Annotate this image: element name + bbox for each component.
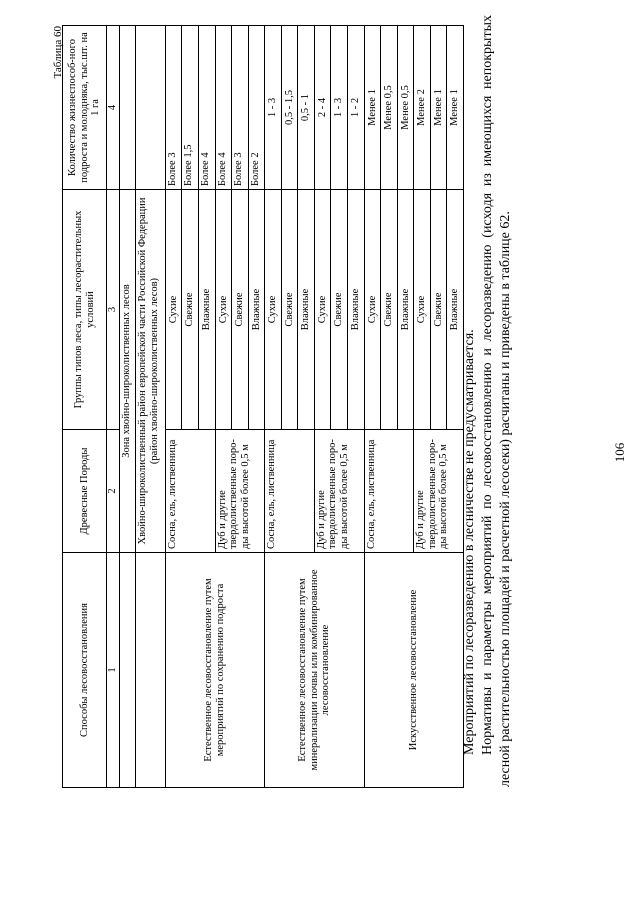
zone-label: Зона хвойно-широколиственных лесов: [119, 190, 136, 553]
table-row: [265, 26, 282, 788]
value-cell: Менее 1: [447, 26, 464, 190]
paragraph: Мероприятий по лесоразведению в лесничестве не предусматривается.: [462, 329, 477, 755]
species-cell: Дуб и другие твердолиственные поро-ды высотой более 0,5 м: [215, 430, 265, 553]
paragraph: Нормативы и параметры мероприятий по лесовосстановлению и лесоразведению (исходя из имеющихся непокрытых лесной растительностью площадей и расчетной лесосеки) расчитаны и приведены в таблице 62.: [480, 15, 513, 787]
col-number: 1: [107, 553, 120, 788]
condition-cell: Свежие: [430, 190, 447, 430]
body-text: [461, 15, 515, 787]
condition-cell: Сухие: [165, 190, 182, 430]
header-quantity: Количество жизнеспособ-ного подроста и молодняка, тыс.шт. на 1 га: [63, 26, 107, 190]
value-cell: 0,5 - 1: [298, 26, 315, 190]
table-caption: Таблица 60: [52, 26, 64, 79]
species-cell: Сосна, ель, лиственница: [265, 430, 315, 553]
column-number-row: [107, 26, 120, 788]
species-cell: Сосна, ель, лиственница: [165, 430, 215, 553]
col-number: 4: [107, 26, 120, 190]
condition-cell: Сухие: [364, 190, 381, 430]
value-cell: Более 1,5: [182, 26, 199, 190]
species-cell: Сосна, ель, лиственница: [364, 430, 414, 553]
species-cell: Дуб и другие твердолиственные поро-ды высотой более 0,5 м: [314, 430, 364, 553]
condition-cell: Влажные: [248, 190, 265, 430]
table-row: [364, 26, 381, 788]
condition-cell: Свежие: [331, 190, 348, 430]
region-row: [136, 26, 166, 788]
value-cell: Менее 1: [430, 26, 447, 190]
header-forest-types: Группы типов леса, типы лесорастительных условий: [63, 190, 107, 430]
col-number: 2: [107, 430, 120, 553]
value-cell: Более 4: [198, 26, 215, 190]
value-cell: Менее 0,5: [381, 26, 398, 190]
col-number: 3: [107, 190, 120, 430]
condition-cell: Сухие: [265, 190, 282, 430]
condition-cell: Влажные: [447, 190, 464, 430]
condition-cell: Свежие: [281, 190, 298, 430]
value-cell: Более 2: [248, 26, 265, 190]
value-cell: 2 - 4: [314, 26, 331, 190]
region-label: Хвойно-широколиственный район европейской части Российской Федерации (район хвойно-широколиственных лесов): [136, 190, 166, 553]
condition-cell: Свежие: [182, 190, 199, 430]
page-number: 106: [612, 442, 627, 463]
condition-cell: Влажные: [397, 190, 414, 430]
condition-cell: Сухие: [314, 190, 331, 430]
value-cell: Более 4: [215, 26, 232, 190]
species-cell: Дуб и другие твердолиственные поро-ды высотой более 0,5 м: [414, 430, 464, 553]
value-cell: Более 3: [165, 26, 182, 190]
regeneration-table: [62, 25, 464, 788]
method-cell: Естественное лесовосстановление путем минерализации почвы или комбинированное лесовосстановление: [265, 553, 364, 788]
method-cell: Естественное лесовосстановление путем мероприятий по сохранению подроста: [165, 553, 264, 788]
value-cell: 1 - 3: [265, 26, 282, 190]
value-cell: 0,5 - 1,5: [281, 26, 298, 190]
value-cell: 1 - 3: [331, 26, 348, 190]
zone-row: [119, 26, 136, 788]
table-row: [165, 26, 182, 788]
value-cell: 1 - 2: [348, 26, 365, 190]
header-method: Способы лесовосстановления: [63, 553, 107, 788]
condition-cell: Влажные: [298, 190, 315, 430]
header-row: [63, 26, 107, 788]
condition-cell: Свежие: [232, 190, 249, 430]
condition-cell: Свежие: [381, 190, 398, 430]
value-cell: Более 3: [232, 26, 249, 190]
value-cell: Менее 2: [414, 26, 431, 190]
method-cell: Искусственное лесовосстановление: [364, 553, 463, 788]
condition-cell: Влажные: [198, 190, 215, 430]
condition-cell: Сухие: [215, 190, 232, 430]
value-cell: Менее 1: [364, 26, 381, 190]
condition-cell: Влажные: [348, 190, 365, 430]
condition-cell: Сухие: [414, 190, 431, 430]
header-species: Древесные Породы: [63, 430, 107, 553]
value-cell: Менее 0,5: [397, 26, 414, 190]
